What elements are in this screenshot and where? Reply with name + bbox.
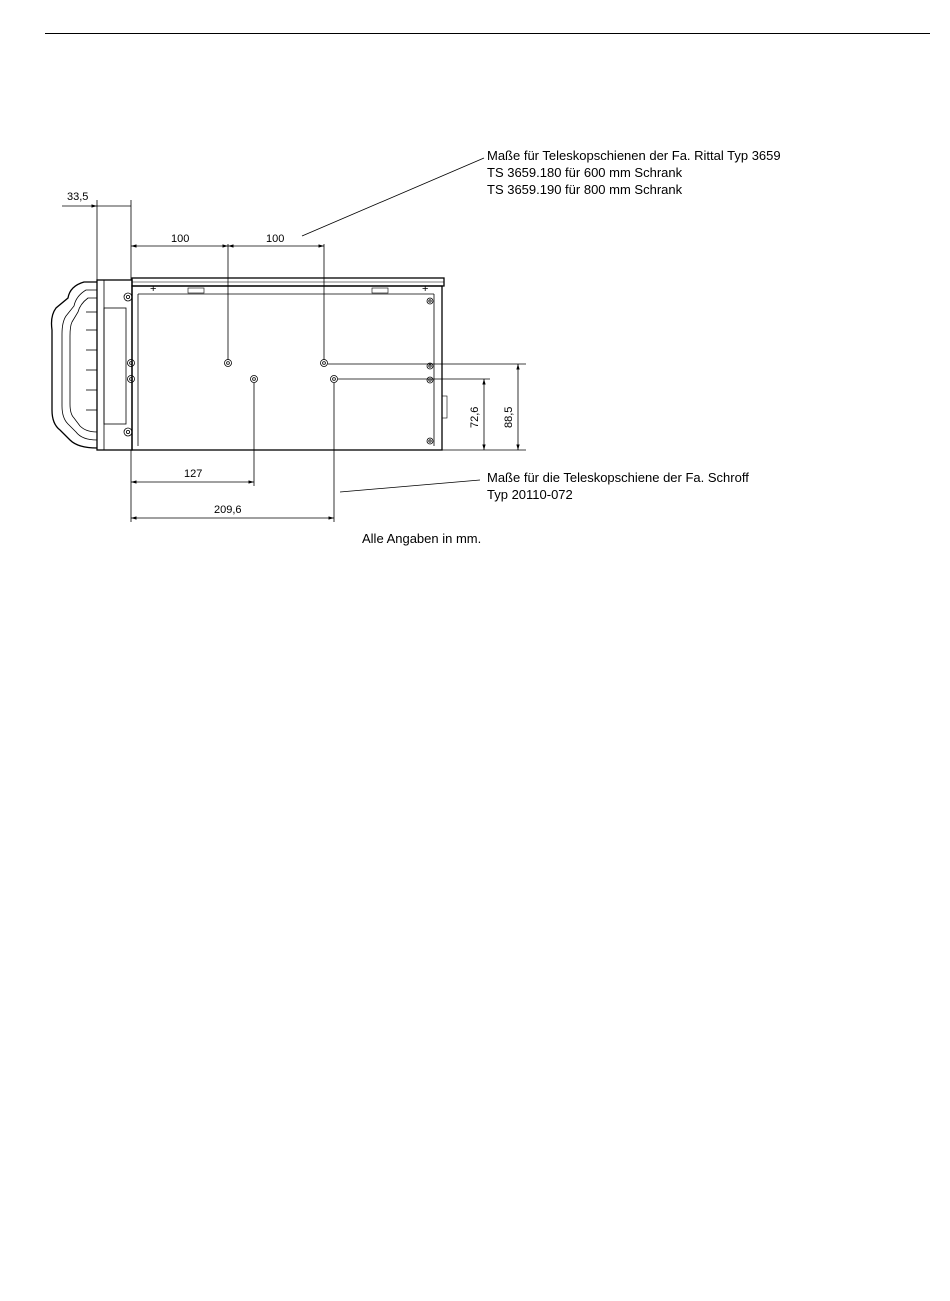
note-rittal-line-1: Maße für Teleskopschienen der Fa. Rittal Typ 3659 [487,148,781,163]
dimension-schroff-hole-2 [131,383,334,522]
dimension-label-127: 127 [184,468,203,480]
dimension-handle-depth [62,191,131,280]
svg-text:+: + [150,283,157,295]
mounting-holes [124,293,433,444]
dimension-label-100-second: 100 [266,233,285,245]
front-handle [52,282,98,448]
leader-line-schroff [340,480,480,492]
svg-text:+: + [422,283,429,295]
note-schroff-line-2: Typ 20110-072 [487,487,573,502]
dimension-label-33-5: 33,5 [67,191,89,203]
dimension-rittal-spacing [131,233,324,360]
front-plate [97,280,132,450]
dimension-label-88-5: 88,5 [503,406,515,428]
note-rittal-line-2: TS 3659.180 für 600 mm Schrank [487,165,683,180]
note-schroff-line-1: Maße für die Teleskopschiene der Fa. Schroff [487,470,749,485]
dimension-schroff-hole-1 [131,383,254,522]
leader-line-rittal [302,158,484,236]
note-schroff [487,470,749,502]
dimension-rittal-height [328,364,526,450]
dimension-label-72-6: 72,6 [469,406,481,428]
dimension-label-100-first: 100 [171,233,190,245]
dimension-schroff-height [338,379,526,450]
units-caption: Alle Angaben in mm. [362,531,482,546]
note-rittal [487,148,781,197]
dimension-label-209-6: 209,6 [214,504,242,516]
note-rittal-line-3: TS 3659.190 für 800 mm Schrank [487,182,683,197]
